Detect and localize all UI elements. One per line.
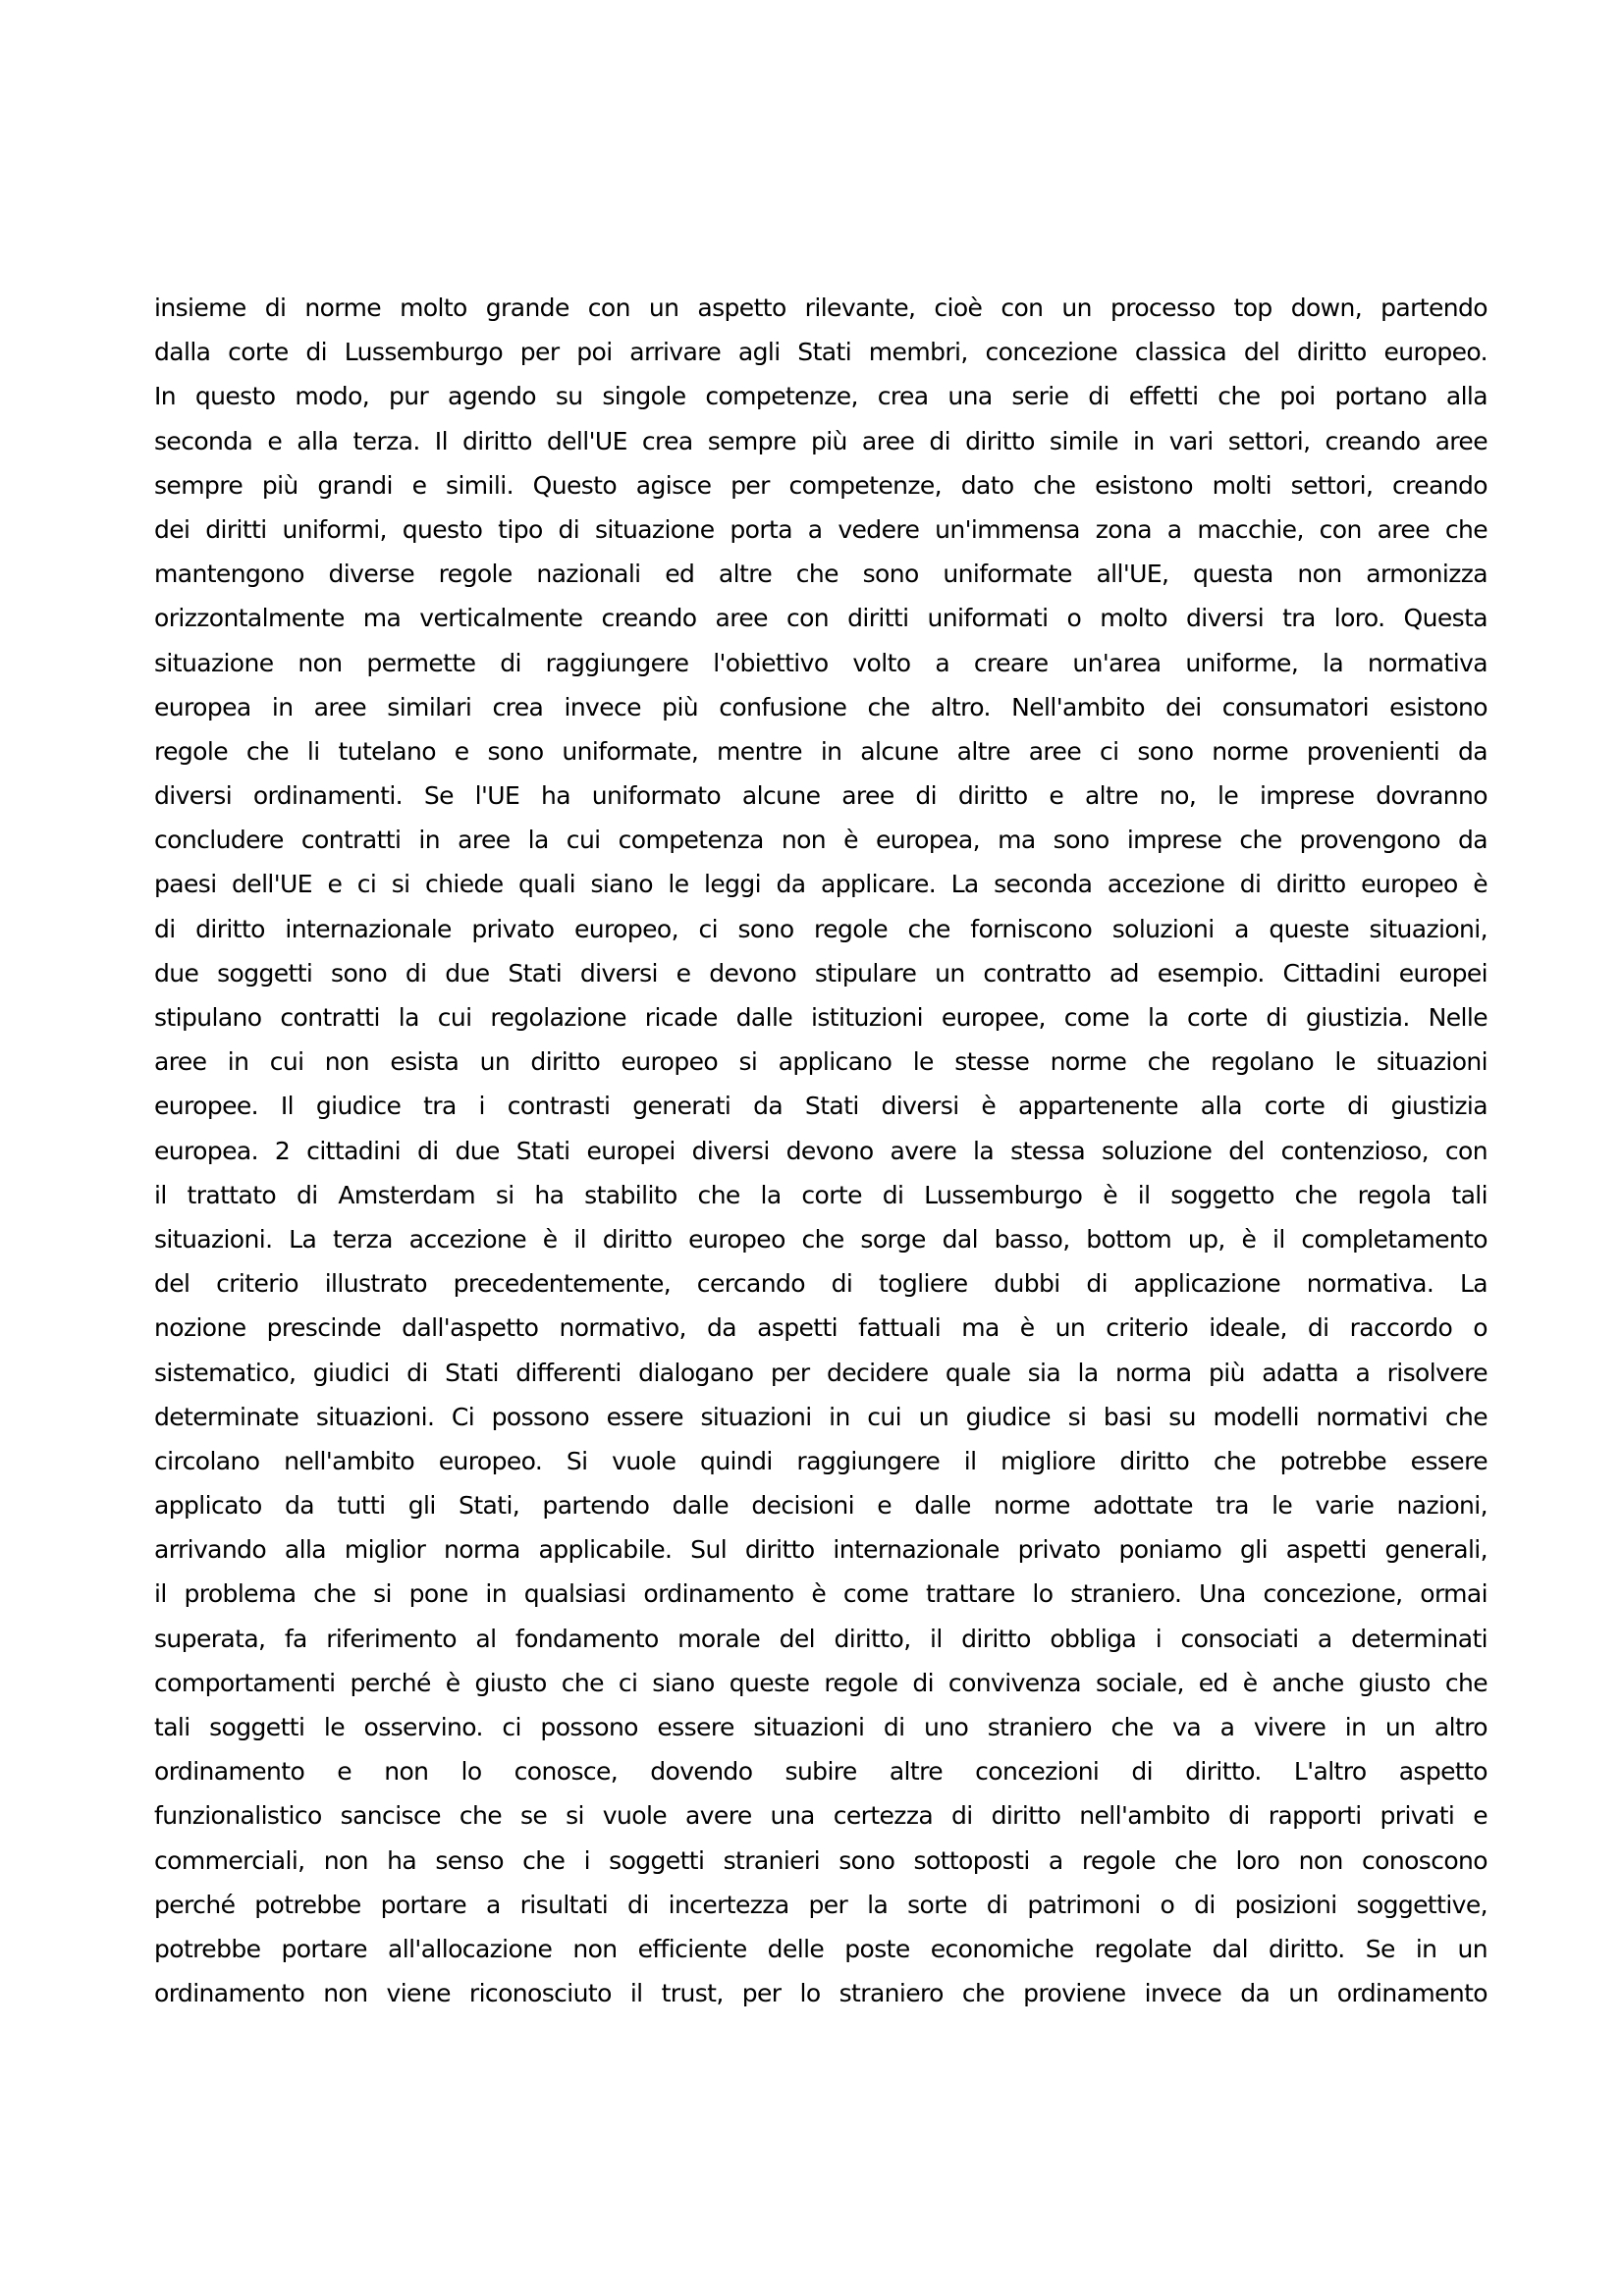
text-line: applicato da tutti gli Stati, partendo dalle decisioni e dalle norme adottate tra le varie nazioni, [154,1491,1488,1521]
text-line: seconda e alla terza. Il diritto dell'UE crea sempre più aree di diritto simile in vari settori, creando aree [154,426,1488,455]
text-line: arrivando alla miglior norma applicabile. Sul diritto internazionale privato poniamo gli aspetti generali, [154,1535,1488,1565]
text-line: ordinamento non viene riconosciuto il trust, per lo straniero che proviene invece da un ordinamento [154,1979,1488,2008]
text-line: insieme di norme molto grande con un aspetto rilevante, cioè con un processo top down, partendo [154,294,1488,322]
text-line: sempre più grandi e simili. Questo agisce per competenze, dato che esistono molti settori, creando [154,470,1488,500]
text-line: diversi ordinamenti. Se l'UE ha uniformato alcune aree di diritto e altre no, le imprese dovranno [154,781,1488,811]
text-line: il problema che si pone in qualsiasi ordinamento è come trattare lo straniero. Una concezione, ormai [154,1579,1488,1609]
text-line: paesi dell'UE e ci si chiede quali siano le leggi da applicare. La seconda accezione di diritto europeo è [154,870,1488,899]
body-text [154,286,1488,2015]
text-line: perché potrebbe portare a risultati di incertezza per la sorte di patrimoni o di posizioni soggettive, [154,1890,1488,1919]
text-line: comportamenti perché è giusto che ci siano queste regole di convivenza sociale, ed è anche giusto che [154,1668,1488,1697]
text-line: sistematico, giudici di Stati differenti dialogano per decidere quale sia la norma più adatta a risolvere [154,1358,1488,1387]
text-line: di diritto internazionale privato europeo, ci sono regole che forniscono soluzioni a queste situazioni, [154,914,1488,943]
text-line: situazione non permette di raggiungere l'obiettivo volto a creare un'area uniforme, la normativa [154,648,1488,677]
text-line: situazioni. La terza accezione è il diritto europeo che sorge dal basso, bottom up, è il completamento [154,1224,1488,1254]
text-line: europea. 2 cittadini di due Stati europei diversi devono avere la stessa soluzione del contenzioso, con [154,1136,1488,1165]
text-line: mantengono diverse regole nazionali ed altre che sono uniformate all'UE, questa non armonizza [154,560,1488,589]
text-line: ordinamento e non lo conosce, dovendo subire altre concezioni di diritto. L'altro aspetto [154,1757,1488,1787]
text-line: nozione prescinde dall'aspetto normativo, da aspetti fattuali ma è un criterio ideale, di raccordo o [154,1313,1488,1343]
text-line: superata, fa riferimento al fondamento morale del diritto, il diritto obbliga i consociati a determinati [154,1624,1488,1653]
text-line: tali soggetti le osservino. ci possono essere situazioni di uno straniero che va a vivere in un altro [154,1713,1488,1741]
text-line: due soggetti sono di due Stati diversi e devono stipulare un contratto ad esempio. Cittadini europei [154,958,1488,988]
text-line: potrebbe portare all'allocazione non efficiente delle poste economiche regolate dal diritto. Se in un [154,1934,1488,1963]
text-line: orizzontalmente ma verticalmente creando aree con diritti uniformati o molto diversi tra loro. Questa [154,604,1488,633]
text-line: concludere contratti in aree la cui competenza non è europea, ma sono imprese che provengono da [154,826,1488,855]
text-line: europea in aree similari crea invece più confusione che altro. Nell'ambito dei consumatori esistono [154,692,1488,721]
text-line: funzionalistico sancisce che se si vuole avere una certezza di diritto nell'ambito di rapporti privati e [154,1801,1488,1831]
text-line: aree in cui non esista un diritto europeo si applicano le stesse norme che regolano le situazioni [154,1047,1488,1077]
text-line: del criterio illustrato precedentemente, cercando di togliere dubbi di applicazione normativa. La [154,1269,1488,1299]
text-line: commerciali, non ha senso che i soggetti stranieri sono sottoposti a regole che loro non conoscono [154,1845,1488,1875]
text-line: europee. Il giudice tra i contrasti generati da Stati diversi è appartenente alla corte di giustizia [154,1092,1488,1121]
text-line: regole che li tutelano e sono uniformate, mentre in alcune altre aree ci sono norme provenienti da [154,736,1488,766]
text-line: In questo modo, pur agendo su singole competenze, crea una serie di effetti che poi portano alla [154,382,1488,411]
text-line: dalla corte di Lussemburgo per poi arrivare agli Stati membri, concezione classica del diritto europeo. [154,338,1488,367]
text-line: determinate situazioni. Ci possono essere situazioni in cui un giudice si basi su modelli normativi che [154,1402,1488,1431]
text-line: circolano nell'ambito europeo. Si vuole quindi raggiungere il migliore diritto che potrebbe essere [154,1446,1488,1475]
text-line: stipulano contratti la cui regolazione ricade dalle istituzioni europee, come la corte di giustizia. Nelle [154,1003,1488,1032]
text-line: dei diritti uniformi, questo tipo di situazione porta a vedere un'immensa zona a macchie, con aree che [154,514,1488,544]
text-line: il trattato di Amsterdam si ha stabilito che la corte di Lussemburgo è il soggetto che regola tali [154,1180,1488,1209]
